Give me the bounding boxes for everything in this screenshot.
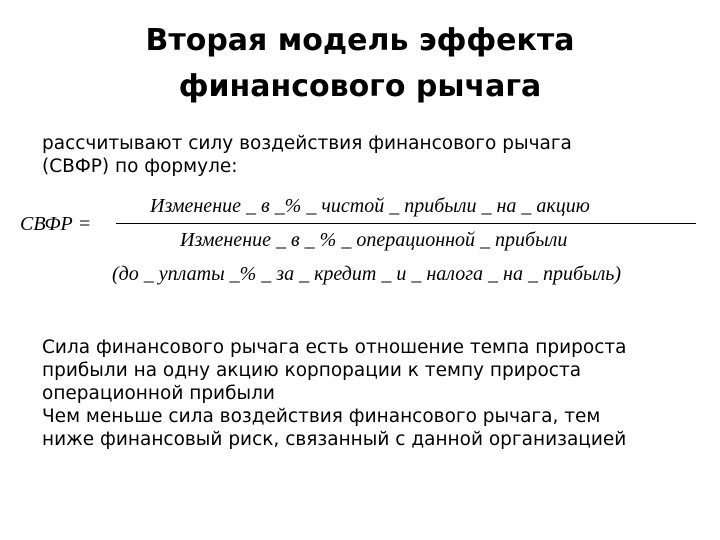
body-text [42, 336, 702, 451]
paragraph-risk [42, 405, 702, 451]
formula-numerator: Изменение _ в _% _ чистой _ прибыли _ на _ акцию [150, 195, 590, 217]
formula-denominator-line-2: (до _ уплаты _% _ за _ кредит _ и _ налога _ на _ прибыль) [112, 263, 622, 285]
formula-denominator-line-1: Изменение _ в _ % _ операционной _ прибыли [180, 229, 568, 251]
fraction-bar [116, 223, 696, 224]
paragraph-definition-line-1: Сила финансового рычага есть отношение темпа прироста [42, 337, 627, 358]
intro-line-2: (СВФР) по формуле: [42, 156, 238, 177]
paragraph-risk-line-1: Чем меньше сила воздействия финансового рычага, тем [42, 406, 601, 427]
paragraph-definition-line-2: прибыли на одну акцию корпорации к темпу прироста [42, 360, 582, 381]
slide-title [0, 18, 720, 110]
formula [20, 193, 710, 303]
paragraph-definition [42, 336, 702, 405]
intro-line-1: рассчитывают силу воздействия финансового рычага [42, 133, 572, 154]
paragraph-definition-line-3: операционной прибыли [42, 383, 275, 404]
slide-title-line-1: Вторая модель эффекта [145, 23, 575, 58]
intro-text [42, 132, 692, 178]
slide-title-line-2: финансового рычага [178, 69, 542, 104]
formula-lhs: СВФР = [20, 213, 92, 235]
paragraph-risk-line-2: ниже финансовый риск, связанный с данной организацией [42, 429, 627, 450]
